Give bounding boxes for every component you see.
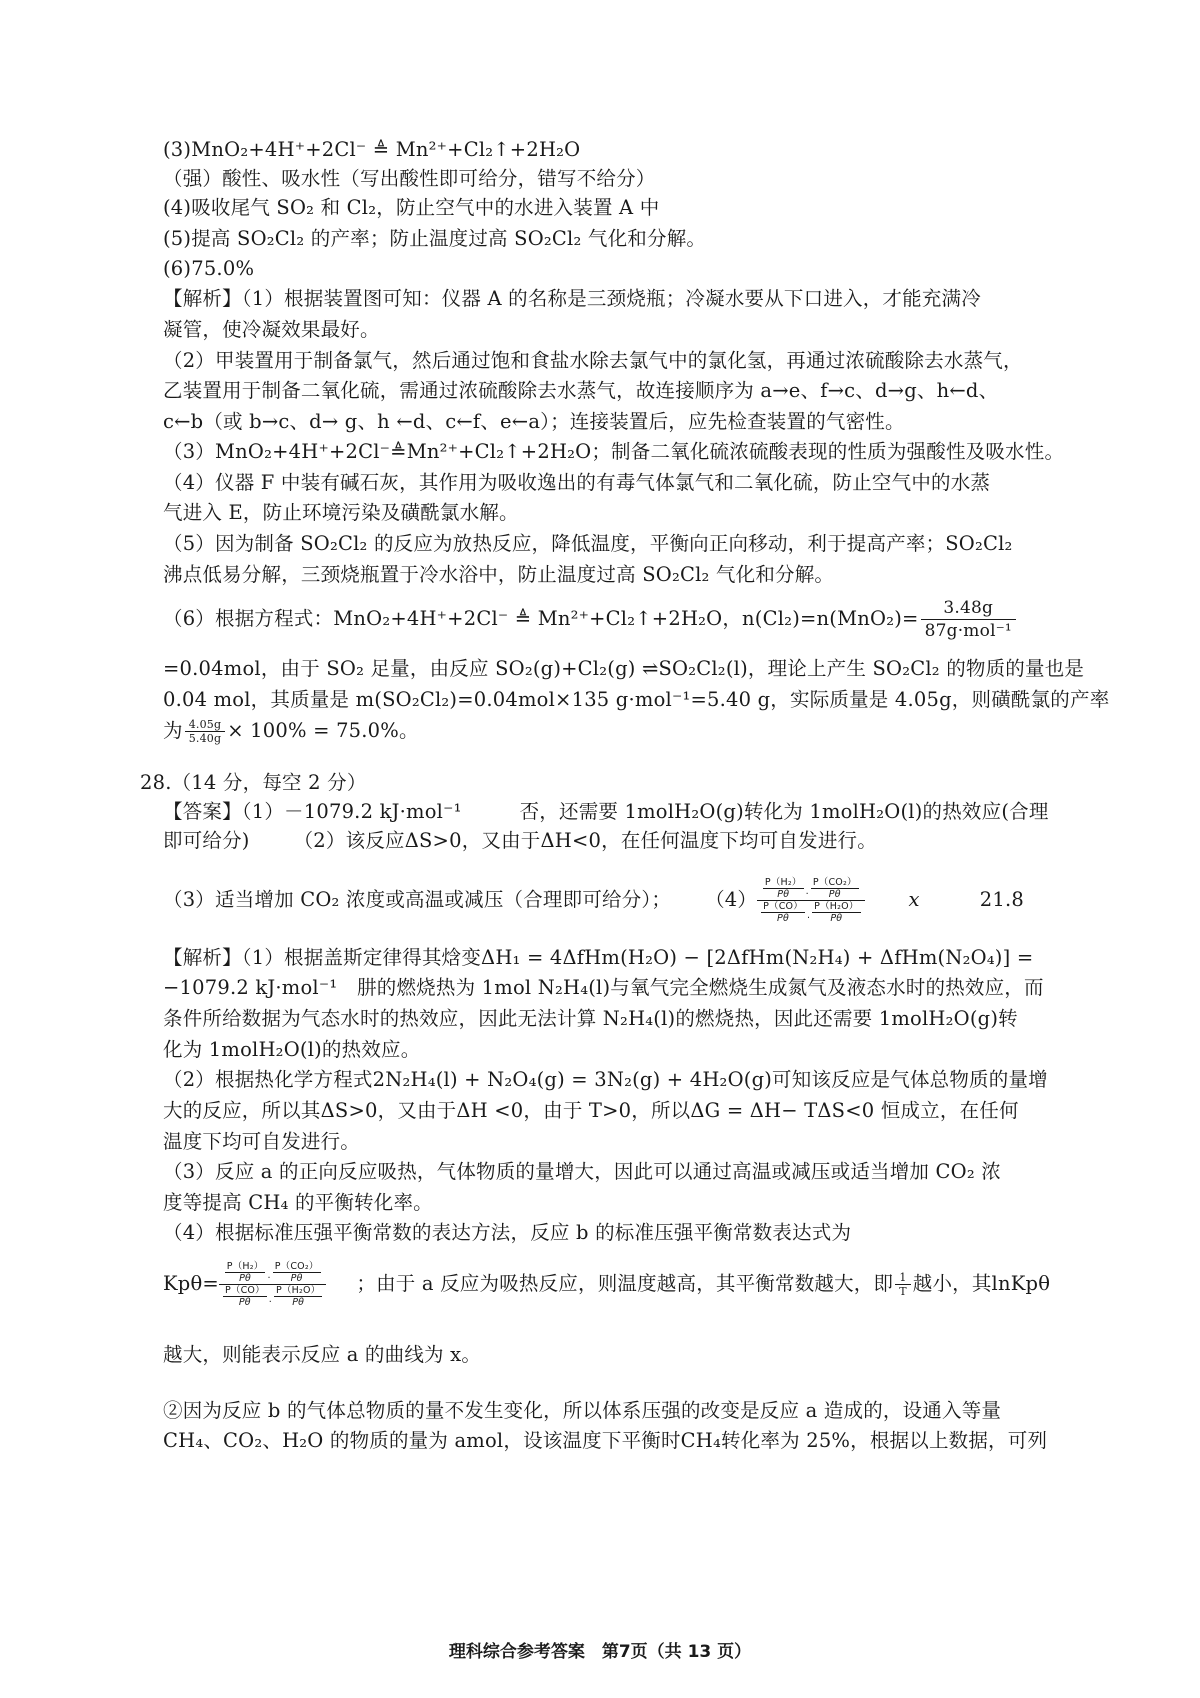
kp-pco: P（CO） <box>763 901 803 912</box>
analysis-3: （3）MnO₂+4H⁺+2Cl⁻≜Mn²⁺+Cl₂↑+2H₂O；制备二氧化硫浓硫酸表现的性质为强酸性及吸水性。 <box>163 440 1065 463</box>
analysis-2-line-3: c←b（或 b→c、d→ g、h ←d、c←f、e←a）；连接装置后，应先检查装置的气密性。 <box>163 410 905 433</box>
analysis-1-line-2: 凝管，使冷凝效果最好。 <box>163 318 380 341</box>
kp-ptheta: Pθ <box>290 1273 303 1284</box>
analysis-2-line-1: （2）甲装置用于制备氯气，然后通过饱和食盐水除去氯气中的氯化氢，再通过浓硫酸除去水蒸气， <box>163 349 1023 372</box>
kp-ptheta: Pθ <box>238 1297 251 1308</box>
question-28-heading: 28.（14 分，每空 2 分） <box>140 771 367 794</box>
answer-28-4-label: （4） <box>705 888 758 911</box>
analysis-28-4-line-3: 越大，则能表示反应 a 的曲线为 x。 <box>163 1343 482 1366</box>
analysis-6-line-1 <box>163 597 1018 642</box>
answer-curve-x: x <box>908 888 920 911</box>
kp-ph2o: P（H₂O） <box>276 1285 321 1296</box>
yield-denominator: 5.40g <box>188 732 222 745</box>
kp-pco2: P（CO₂） <box>812 877 857 888</box>
answer-value: 21.8 <box>979 888 1024 911</box>
answer-28-3: （3）适当增加 CO₂ 浓度或高温或减压（合理即可给分）； <box>163 888 672 911</box>
fraction-numerator: 3.48g <box>921 597 1016 620</box>
kp-ptheta: Pθ <box>828 889 841 900</box>
kp-label: Kpθ= <box>163 1272 219 1295</box>
yield-fraction <box>185 718 226 745</box>
page-footer: 理科综合参考答案 第7页（共 13 页） <box>448 1642 752 1662</box>
analysis-28-2-line-2: 大的反应，所以其ΔS>0，又由于ΔH <0，由于 T>0，所以ΔG = ΔH− TΔS<0 恒成立，在任何 <box>163 1099 1019 1122</box>
analysis-28-4-line-2 <box>163 1248 1050 1320</box>
yield-prefix: 为 <box>163 719 183 742</box>
analysis-1-line-1: 【解析】（1）根据装置图可知：仪器 A 的名称是三颈烧瓶；冷凝水要从下口进入，才能充满冷 <box>163 287 981 310</box>
analysis-6-line-3: 0.04 mol，其质量是 m(SO₂Cl₂)=0.04mol×135 g·mol⁻¹=5.40 g，实际质量是 4.05g，则磺酰氯的产率 <box>163 688 1110 711</box>
analysis-2-line-2: 乙装置用于制备二氧化硫，需通过浓硫酸除去水蒸气，故连接顺序为 a→e、f→c、d→g、h←d、 <box>163 379 999 402</box>
analysis-28-2-line-1: （2）根据热化学方程式2N₂H₄(l) + N₂O₄(g) = 3N₂(g) + 4H₂O(g)可知该反应是气体总物质的量增 <box>163 1068 1048 1091</box>
fraction-denominator: 87g·mol⁻¹ <box>924 621 1012 641</box>
reciprocal-numerator: 1 <box>895 1271 911 1285</box>
kp-ptheta: Pθ <box>777 889 790 900</box>
answer-4: (4)吸收尾气 SO₂ 和 Cl₂，防止空气中的水进入装置 A 中 <box>163 196 660 219</box>
analysis-6-line-4 <box>163 718 419 745</box>
kp-ph2o: P（H₂O） <box>814 901 859 912</box>
analysis-28-5-line-1: ②因为反应 b 的气体总物质的量不发生变化，所以体系压强的改变是反应 a 造成的，设通入等量 <box>163 1399 1002 1422</box>
analysis-28-5-line-2: CH₄、CO₂、H₂O 的物质的量为 amol，设该温度下平衡时CH₄转化率为 25%，根据以上数据，可列 <box>163 1429 1048 1452</box>
kp-ptheta: Pθ <box>777 913 789 924</box>
kp-ph2: P（H₂） <box>764 877 802 888</box>
analysis-28-1-line-3: 条件所给数据为气态水时的热效应，因此无法计算 N₂H₄(l)的燃烧热，因此还需要 1molH₂O(g)转 <box>163 1007 1018 1030</box>
kp-pco2: P（CO₂） <box>274 1261 319 1272</box>
analysis-28-1-line-1: 【解析】（1）根据盖斯定律得其焓变ΔH₁ = 4ΔfHm(H₂O) − [2ΔfHm(N₂H₄) + ΔfHm(N₂O₄)] = <box>163 946 1034 969</box>
analysis-28-2-line-3: 温度下均可自发进行。 <box>163 1130 361 1153</box>
analysis-28-1-line-4: 化为 1molH₂O(l)的热效应。 <box>163 1038 421 1061</box>
equilibrium-expression-answer: $\frac{\text{P（H₂）}}{P\theta}$ · $\frac{\text{P（CO₂）}}{P\theta}$ $\frac{P(CO)}{P\theta}$ · $\frac{\text{P（H₂O）}}{P\theta}$ <box>757 877 864 924</box>
kp-ptheta: Pθ <box>830 913 843 924</box>
kp-ptheta: Pθ <box>292 1297 305 1308</box>
answer-3-property: （强）酸性、吸水性（写出酸性即可给分，错写不给分） <box>163 167 656 190</box>
kp-ph2: P（H₂） <box>226 1261 264 1272</box>
answer-28-1-note: 否，还需要 1molH₂O(g)转化为 1molH₂O(l)的热效应(合理 <box>519 800 1049 823</box>
analysis-6-text: （6）根据方程式：MnO₂+4H⁺+2Cl⁻ ≜ Mn²⁺+Cl₂↑+2H₂O，n(Cl₂)=n(MnO₂)= <box>163 607 919 630</box>
analysis-text-end: 越小，其lnKpθ <box>912 1272 1051 1295</box>
analysis-4-line-2: 气进入 E，防止环境污染及磺酰氯水解。 <box>163 501 519 524</box>
answer-28-2: （2）该反应ΔS>0，又由于ΔH<0，在任何温度下均可自发进行。 <box>293 829 877 852</box>
kp-pco: P（CO） <box>224 1285 265 1296</box>
answer-28-1: 【答案】（1）－1079.2 kJ·mol⁻¹ <box>163 800 462 823</box>
analysis-4-line-1: （4）仪器 F 中装有碱石灰，其作用为吸收逸出的有毒气体氯气和二氧化硫，防止空气中的水蒸 <box>163 471 991 494</box>
analysis-text: ；由于 a 反应为吸热反应，则温度越高，其平衡常数越大，即 <box>356 1272 894 1295</box>
yield-numerator: 4.05g <box>185 718 226 732</box>
analysis-5-line-1: （5）因为制备 SO₂Cl₂ 的反应为放热反应，降低温度，平衡向正向移动，利于提高产率；SO₂Cl₂ <box>163 532 1013 555</box>
molar-fraction <box>921 597 1016 642</box>
yield-result: × 100% = 75.0%。 <box>227 719 419 742</box>
analysis-28-3-line-1: （3）反应 a 的正向反应吸热，气体物质的量增大，因此可以通过高温或减压或适当增加 CO₂ 浓 <box>163 1160 1001 1183</box>
answer-28-line-3 <box>163 870 1043 930</box>
answer-3-equation: (3)MnO₂+4H⁺+2Cl⁻ ≜ Mn²⁺+Cl₂↑+2H₂O <box>163 138 581 161</box>
kp-ptheta: Pθ <box>239 1273 252 1284</box>
reciprocal-t <box>895 1271 911 1298</box>
analysis-5-line-2: 沸点低易分解，三颈烧瓶置于冷水浴中，防止温度过高 SO₂Cl₂ 气化和分解。 <box>163 563 835 586</box>
analysis-28-4-line-1: （4）根据标准压强平衡常数的表达方法，反应 b 的标准压强平衡常数表达式为 <box>163 1221 852 1244</box>
answer-5: (5)提高 SO₂Cl₂ 的产率；防止温度过高 SO₂Cl₂ 气化和分解。 <box>163 227 707 250</box>
answer-6: (6)75.0% <box>163 257 255 280</box>
answer-28-line-1 <box>163 800 1049 824</box>
answer-28-line-2 <box>163 829 877 853</box>
reciprocal-denominator: T <box>899 1285 907 1298</box>
answer-28-1-note-end: 即可给分) <box>163 829 250 852</box>
equilibrium-expression: $\frac{\text{P（H₂）}}{P\theta}$ · $\frac{\text{P（CO₂）}}{P\theta}$ $\frac{P(CO)}{P\theta}$ · $\frac{\text{P（H₂O）}}{P\theta}$ <box>219 1261 326 1308</box>
analysis-28-3-line-2: 度等提高 CH₄ 的平衡转化率。 <box>163 1191 433 1214</box>
analysis-28-1-line-2: −1079.2 kJ·mol⁻¹ 肼的燃烧热为 1mol N₂H₄(l)与氧气完全燃烧生成氮气及液态水时的热效应，而 <box>163 976 1044 999</box>
analysis-6-line-2: =0.04mol，由于 SO₂ 足量，由反应 SO₂(g)+Cl₂(g) ⇌SO₂Cl₂(l)，理论上产生 SO₂Cl₂ 的物质的量也是 <box>163 657 1085 680</box>
